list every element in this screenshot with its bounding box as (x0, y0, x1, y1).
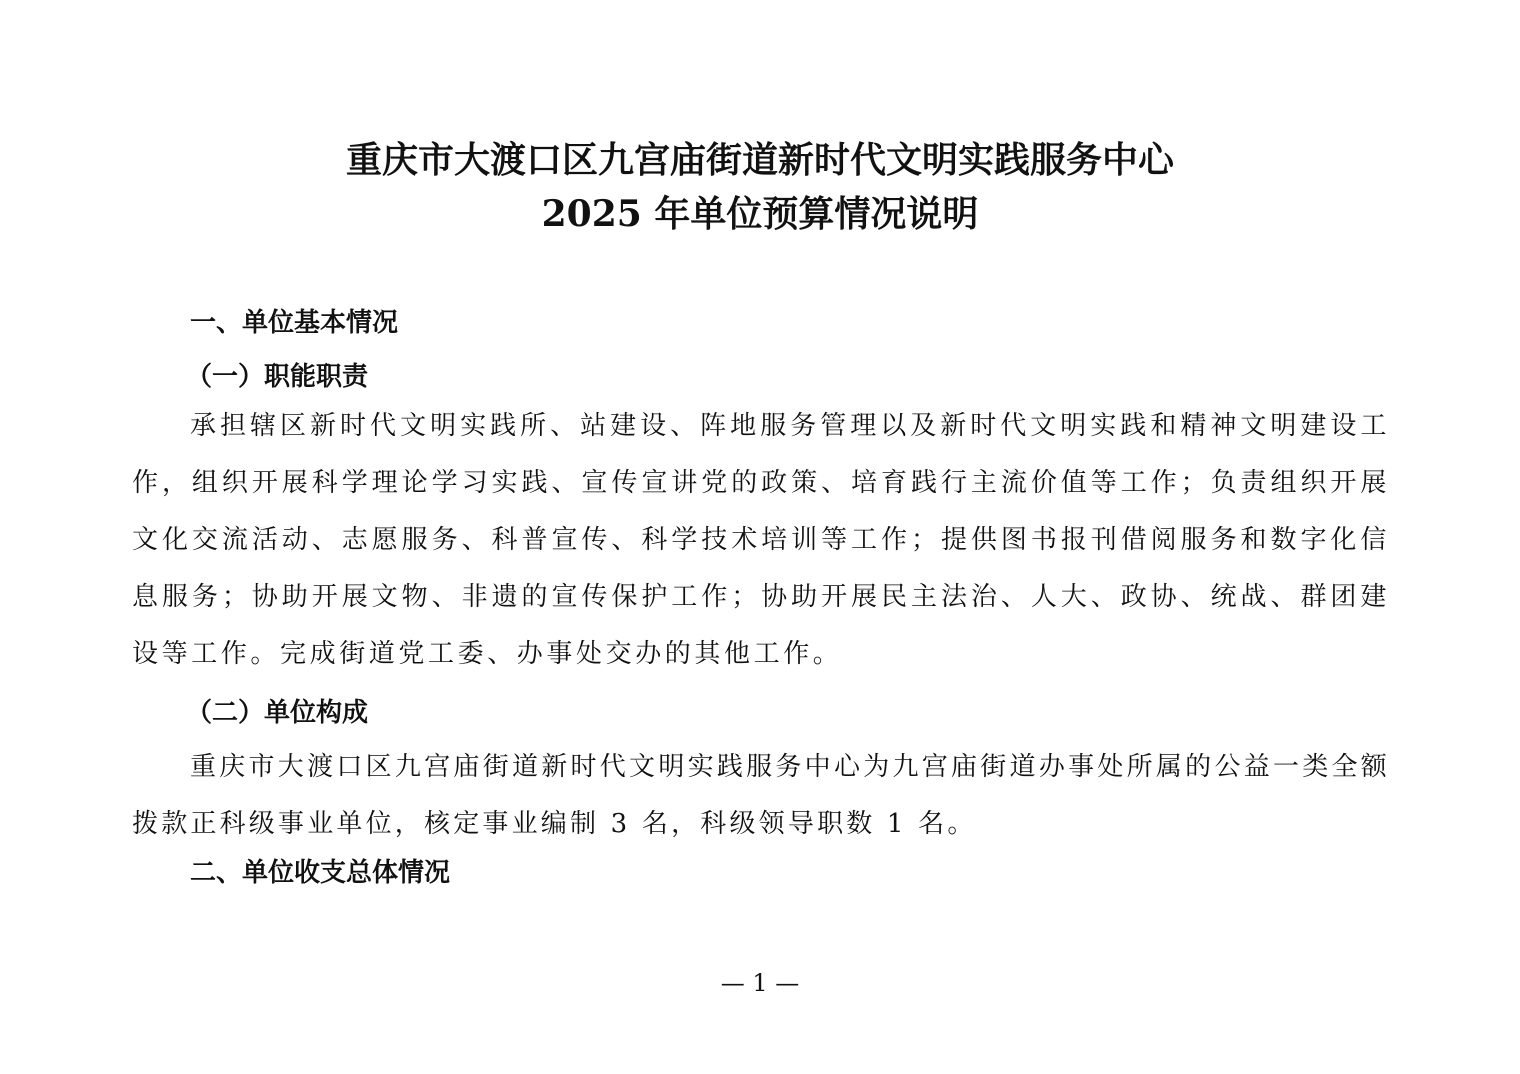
document-title-line1: 重庆市大渡口区九宫庙街道新时代文明实践服务中心 (345, 139, 1174, 181)
section-heading-basic-info: 一、单位基本情况 (190, 308, 399, 338)
subsection-heading-composition: （二）单位构成 (186, 698, 369, 728)
paragraph-functions: 承担辖区新时代文明实践所、站建设、阵地服务管理以及新时代文明实践和精神文明建设工作，组织开展科学理论学习实践、宣传宣讲党的政策、培育践行主流价值等工作；负责组织开展文化交流活动、志愿服务、科普宣传、科学技术培训等工作；提供图书报刊借阅服务和数字化信息服务；协助开展文物、非遗的宣传保护工作；协助开展民主法治、人大、政协、统战、群团建设等工作。完成街道党工委、办事处交办的其他工作。 (132, 411, 1390, 669)
page-number: — 1 — (720, 969, 800, 997)
subsection-heading-functions: （一）职能职责 (186, 362, 369, 392)
section-heading-overall-budget: 二、单位收支总体情况 (190, 858, 451, 888)
document-title-line2: 2025 年单位预算情况说明 (541, 193, 979, 235)
paragraph-composition: 重庆市大渡口区九宫庙街道新时代文明实践服务中心为九宫庙街道办事处所属的公益一类全额拨款正科级事业单位，核定事业编制 3 名，科级领导职数 1 名。 (132, 752, 1390, 839)
